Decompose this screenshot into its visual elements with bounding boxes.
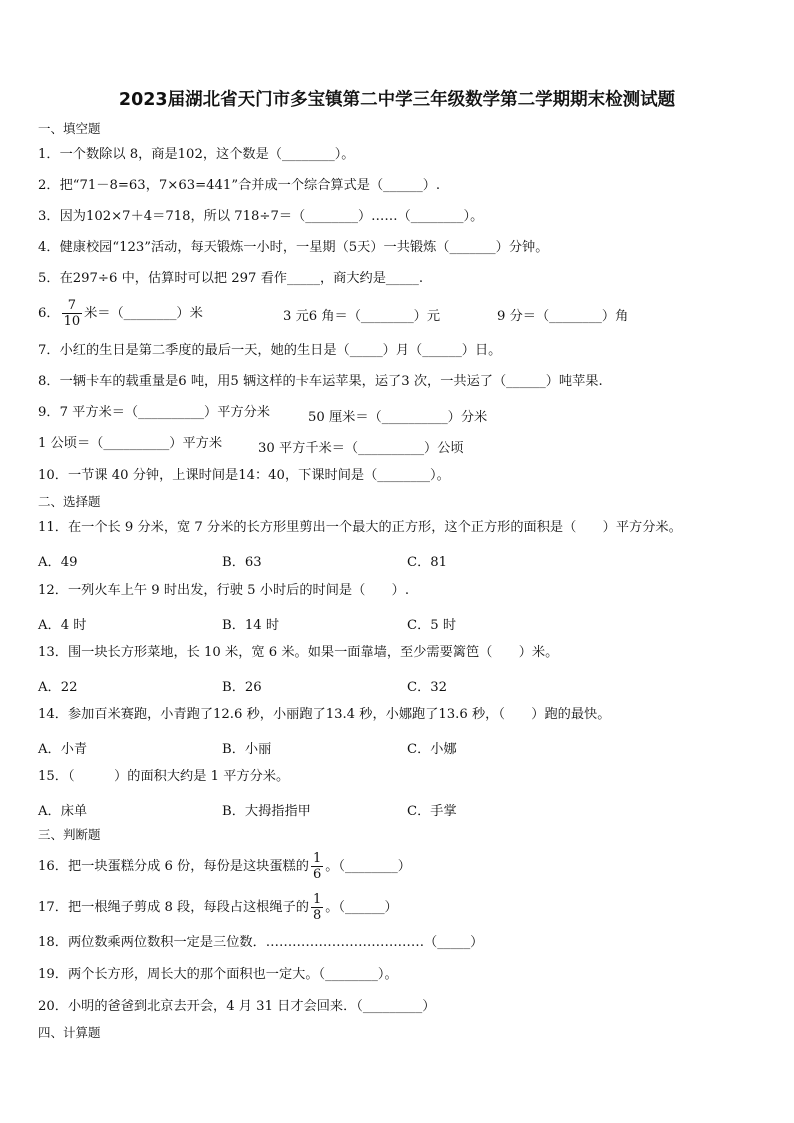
question-15-option-c: C．手掌	[407, 804, 457, 819]
question-3: 3．因为102×7＋4＝718，所以 718÷7＝（________）……（________）。	[38, 209, 484, 224]
question-14: 14．参加百米赛跑，小青跑了12.6 秒，小丽跑了13.4 秒，小娜跑了13.6 秒，（ ）跑的最快。	[38, 707, 611, 722]
question-6-part-b: 3 元6 角＝（________）元	[283, 309, 441, 324]
question-11-option-a: A．49	[38, 555, 78, 570]
question-18: 18．两位数乘两位数积一定是三位数．………………………………（_____）	[38, 935, 484, 950]
question-13: 13．围一块长方形菜地，长 10 米，宽 6 米。如果一面靠墙，至少需要篱笆（ ）米。	[38, 645, 559, 660]
question-9-part-c: 1 公顷＝（__________）平方米	[38, 436, 223, 451]
question-19: 19．两个长方形，周长大的那个面积也一定大。（________）。	[38, 967, 398, 982]
question-14-option-a: A．小青	[38, 742, 88, 757]
question-11-option-b: B．63	[222, 555, 262, 570]
question-17-text: 17．把一根绳子剪成 8 段，每段占这根绳子的	[38, 900, 309, 915]
question-16-text: 16．把一块蛋糕分成 6 份，每份是这块蛋糕的	[38, 859, 309, 874]
question-11-option-c: C．81	[407, 555, 448, 570]
question-2: 2．把“71－8=63，7×63=441”合并成一个综合算式是（______）.	[38, 178, 441, 193]
question-6-part-a: 米＝（________）米	[84, 306, 203, 321]
question-16	[38, 849, 411, 885]
question-12-option-b: B．14 时	[222, 618, 280, 633]
question-10: 10．一节课 40 分钟，上课时间是14：40，下课时间是（________）。	[38, 468, 450, 483]
question-12-option-c: C．5 时	[407, 618, 457, 633]
question-1: 1．一个数除以 8，商是102，这个数是（________）。	[38, 147, 355, 162]
question-7: 7．小红的生日是第二季度的最后一天，她的生日是（_____）月（______）日。	[38, 343, 502, 358]
question-13-option-b: B．26	[222, 680, 262, 695]
question-6-part-c: 9 分＝（________）角	[497, 309, 629, 324]
question-15-option-a: A．床单	[38, 804, 88, 819]
question-15: 15．（ ）的面积大约是 1 平方分米。	[38, 769, 290, 784]
fraction-numerator: 7	[62, 298, 83, 314]
question-11: 11．在一个长 9 分米，宽 7 分米的长方形里剪出一个最大的正方形，这个正方形的面积是（ ）平方分米。	[38, 520, 682, 535]
exam-title: 2023届湖北省天门市多宝镇第二中学三年级数学第二学期期末检测试题	[118, 90, 676, 110]
question-20: 20．小明的爸爸到北京去开会，4 月 31 日才会回来．（_________）	[38, 999, 436, 1014]
question-16-answer: 。（________）	[325, 859, 411, 874]
question-14-option-b: B．小丽	[222, 742, 272, 757]
question-6-number: 6．	[38, 306, 60, 321]
question-9-part-b: 50 厘米＝（__________）分米	[308, 410, 488, 425]
question-17-answer: 。（______）	[325, 900, 398, 915]
question-13-option-a: A．22	[38, 680, 78, 695]
fraction-numerator: 1	[312, 851, 322, 866]
section-fill-in: 一、填空题	[38, 121, 101, 136]
fraction-7-10	[62, 298, 83, 329]
question-8: 8．一辆卡车的载重量是6 吨，用5 辆这样的卡车运苹果，运了3 次，一共运了（______）吨苹果.	[38, 374, 603, 389]
fraction-denominator: 10	[63, 314, 81, 329]
question-17	[38, 890, 398, 926]
question-13-option-c: C．32	[407, 680, 448, 695]
fraction-denominator: 6	[312, 867, 322, 882]
question-5: 5．在297÷6 中，估算时可以把 297 看作_____，商大约是_____.	[38, 271, 424, 286]
section-true-false: 三、判断题	[38, 827, 101, 842]
section-calculation: 四、计算题	[38, 1025, 101, 1040]
question-12-option-a: A．4 时	[38, 618, 87, 633]
question-6	[38, 296, 203, 332]
question-14-option-c: C．小娜	[407, 742, 457, 757]
section-multiple-choice: 二、选择题	[38, 494, 101, 509]
fraction-1-8	[311, 892, 323, 923]
question-9-part-a: 9．7 平方米＝（__________）平方分米	[38, 405, 270, 420]
fraction-numerator: 1	[312, 892, 322, 907]
fraction-1-6	[311, 851, 323, 882]
question-4: 4．健康校园“123”活动，每天锻炼一小时，一星期（5天）一共锻炼（_______）分钟。	[38, 240, 549, 255]
question-12: 12．一列火车上午 9 时出发，行驶 5 小时后的时间是（ ）.	[38, 583, 410, 598]
fraction-denominator: 8	[312, 908, 322, 923]
question-9-part-d: 30 平方千米＝（__________）公顷	[258, 441, 464, 456]
question-15-option-b: B．大拇指指甲	[222, 804, 311, 819]
